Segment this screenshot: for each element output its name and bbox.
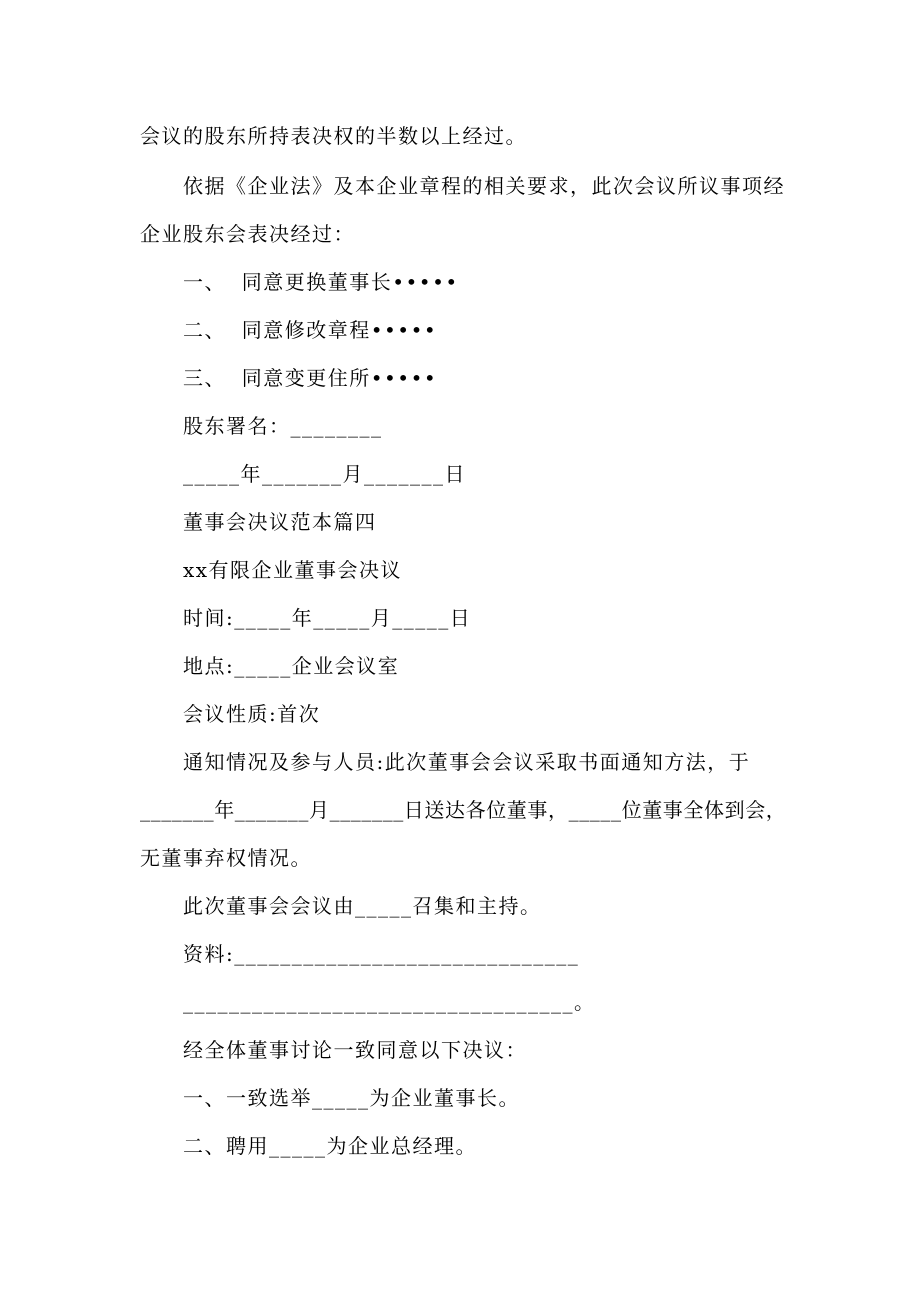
resolution-item: 二、聘用_____为企业总经理。: [183, 1134, 477, 1158]
resolution-item: 三、 同意变更住所•••••: [183, 366, 438, 390]
resolution-item: 二、 同意修改章程•••••: [183, 318, 438, 342]
paragraph-line: 依据《企业法》及本企业章程的相关要求，此次会议所议事项经: [183, 174, 785, 198]
meeting-nature: 会议性质:首次: [183, 702, 321, 726]
materials-line: __________________________________。: [183, 990, 596, 1014]
document-title: xx有限企业董事会决议: [183, 558, 403, 582]
meeting-time: 时间:_____年_____月_____日: [183, 606, 472, 630]
paragraph-line: 经全体董事讨论一致同意以下决议：: [183, 1038, 527, 1062]
paragraph-line: 通知情况及参与人员:此次董事会会议采取书面通知方法，于: [183, 750, 751, 774]
paragraph-line: 会议的股东所持表决权的半数以上经过。: [140, 124, 527, 148]
paragraph-line: 此次董事会会议由_____召集和主持。: [183, 894, 542, 918]
signature-line: 股东署名：________: [183, 414, 383, 438]
resolution-item: 一、一致选举_____为企业董事长。: [183, 1086, 520, 1110]
resolution-item: 一、 同意更换董事长•••••: [183, 270, 459, 294]
meeting-location: 地点:_____企业会议室: [183, 654, 400, 678]
date-line: _____年_______月_______日: [183, 462, 466, 486]
paragraph-line: 无董事弃权情况。: [140, 846, 312, 870]
paragraph-line: 企业股东会表决经过：: [140, 222, 355, 246]
section-heading: 董事会决议范本篇四: [183, 510, 377, 534]
paragraph-line: _______年_______月_______日送达各位董事，_____位董事全体到会，: [140, 798, 787, 822]
materials-line: 资料:______________________________: [183, 942, 580, 966]
